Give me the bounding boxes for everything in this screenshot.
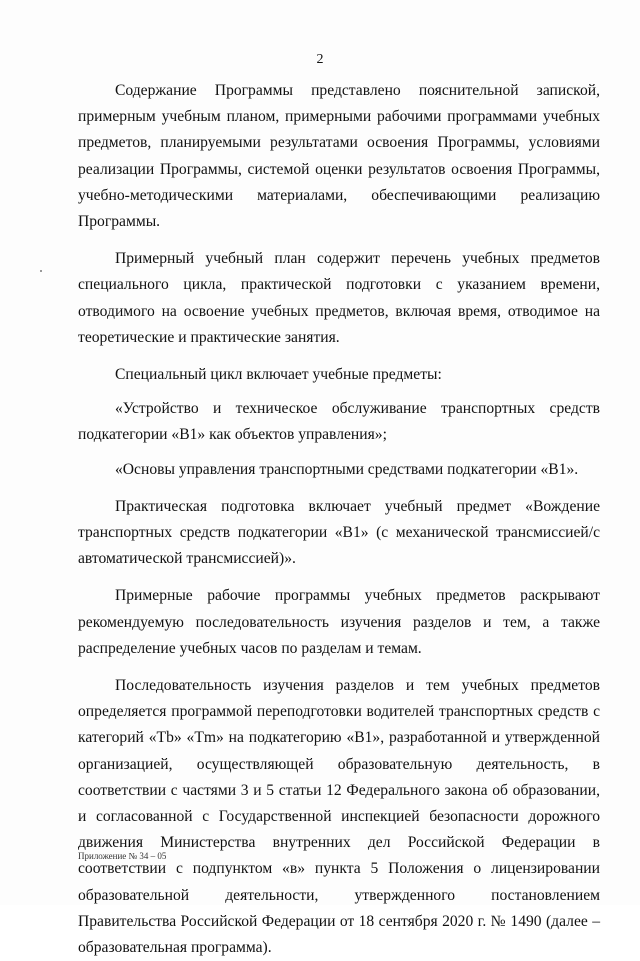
page-number: 2 [316, 52, 324, 67]
margin-mark [40, 270, 42, 272]
paragraph-subject-device: «Устройство и техническое обслуживание транспортных средств подкатегории «B1» как объектов управления»; [78, 400, 600, 444]
paragraph-special-cycle: Специальный цикл включает учебные предметы: [115, 366, 442, 384]
paragraph-curriculum: Примерный учебный план содержит перечень учебных предметов специального цикла, практической подготовки с указанием времени, отводимого на освоение учебных предметов, включая время, отводимое на теоретические и практические занятия. [78, 250, 600, 346]
paragraph-sequence: Последовательность изучения разделов и тем учебных предметов определяется программой переподготовки водителей транспортных средств с категорий «Tb» «Tm» на подкатегорию «B1», разработанной и утвержденной организацией, осуществляющей образовательную деятельность, в соответствии с частями 3 и 5 статьи 12 Федерального закона об образовании, и согласованной с Государственной инспекцией безопасности дорожного движения Министерства внутренних дел Российской Федерации в соответствии с подпунктом «в» пункта 5 Положения о лицензировании образовательной деятельности, утвержденного постановлением Правительства Российской Федерации от 18 сентября 2020 г. № 1490 (далее – образовательная программа). [78, 677, 600, 957]
paragraph-practical-training: Практическая подготовка включает учебный предмет «Вождение транспортных средств подкатегории «B1» (с механической трансмиссией/с автоматической трансмиссией)». [78, 497, 600, 568]
paragraph-subject-control: «Основы управления транспортными средствами подкатегории «B1». [115, 460, 579, 478]
document-body [78, 78, 600, 961]
paragraph-work-programs: Примерные рабочие программы учебных предметов раскрывают рекомендуемую последовательность изучения разделов и тем, а также распределение учебных часов по разделам и темам. [78, 587, 600, 657]
paragraph-program-content: Содержание Программы представлено пояснительной запиской, примерным учебным планом, примерными рабочими программами учебных предметов, планируемыми результатами освоения Программы, условиями реализации Программы, системой оценки результатов освоения Программы, учебно-методическими материалами, обеспечивающими реализацию Программы. [78, 82, 600, 231]
footer-annex-label: Приложение № 34 – 05 [78, 851, 167, 861]
